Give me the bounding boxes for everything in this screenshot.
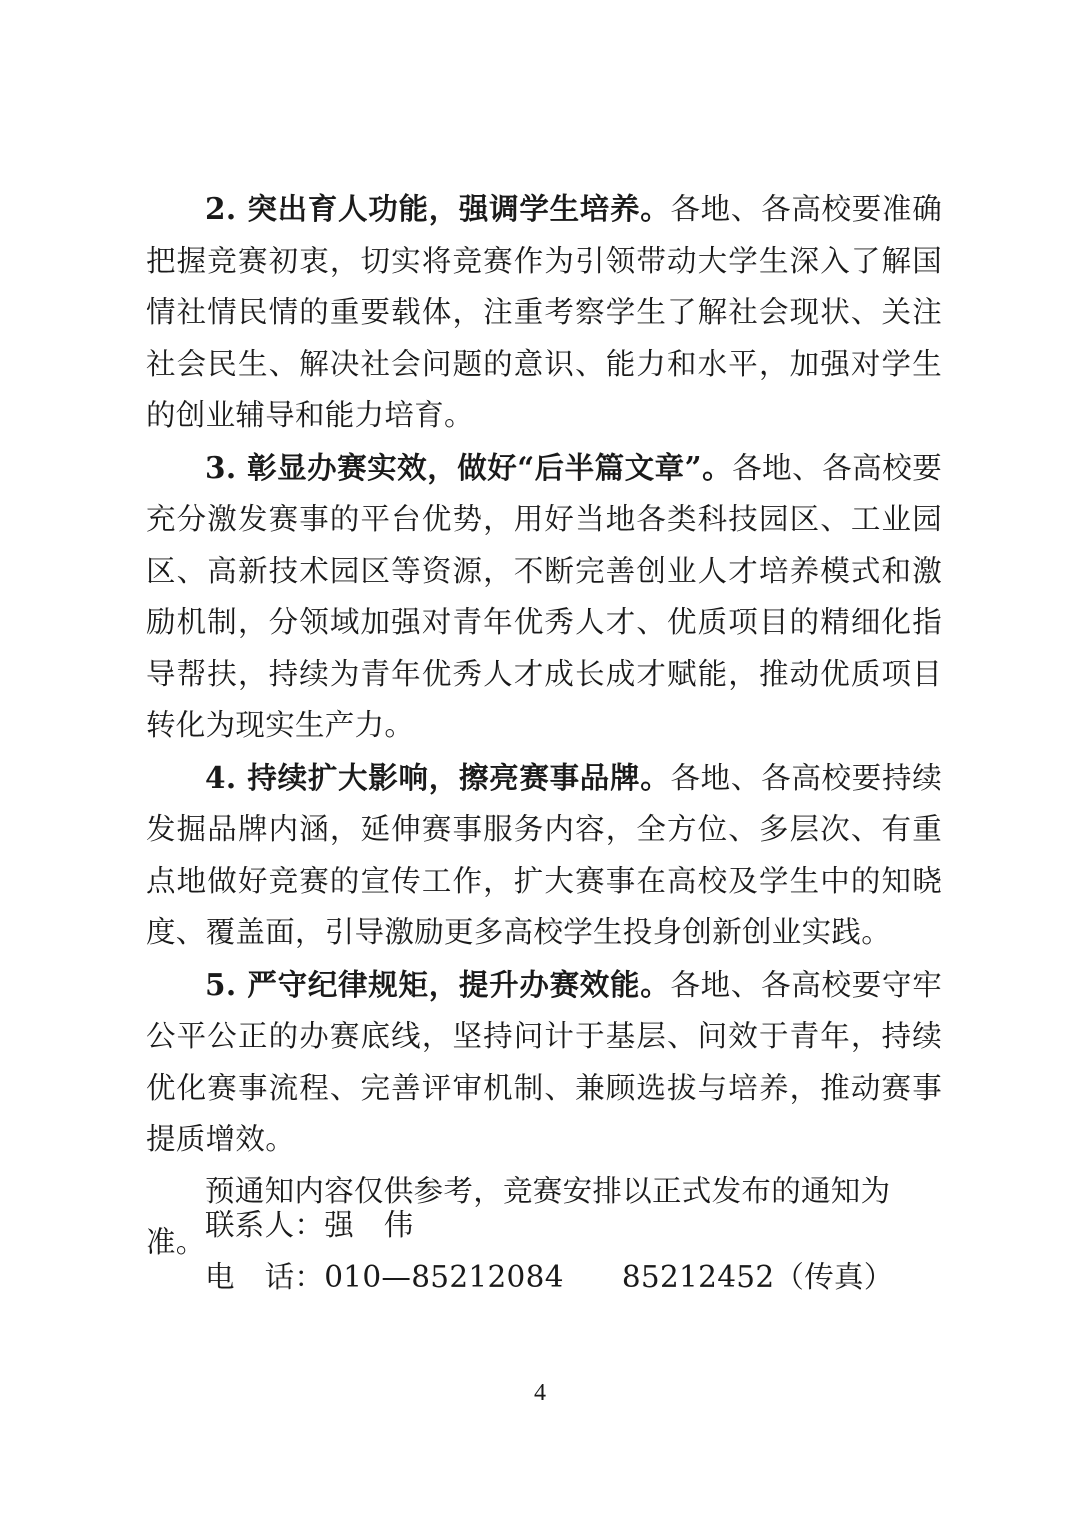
contact-phone-line <box>205 1252 894 1304</box>
paragraph-text: 各地、各高校要准确把握竞赛初衷，切实将竞赛作为引领带动大学生深入了解国情社情民情的重要载体，注重考察学生了解社会现状、关注社会民生、解决社会问题的意识、能力和水平，加强对学生的创业辅导和能力培育。 <box>146 192 943 432</box>
contact-block <box>205 1200 894 1303</box>
closing-note: 预通知内容仅供参考，竞赛安排以正式发布的通知为准。 <box>146 1173 891 1259</box>
contact-phone-label: 电 话： <box>205 1259 325 1294</box>
paragraph-4 <box>146 752 942 959</box>
paragraph-heading: 2. 突出育人功能，强调学生培养。 <box>205 191 671 226</box>
contact-person-line <box>205 1200 894 1252</box>
contact-fax-number: 85212452（传真） <box>621 1259 894 1294</box>
paragraph-text: 各地、各高校要守牢公平公正的办赛底线，坚持问计于基层、问效于青年，持续优化赛事流程、完善评审机制、兼顾选拔与培养，推动赛事提质增效。 <box>146 967 943 1156</box>
paragraph-heading: 3. 彰显办赛实效，做好“后半篇文章”。 <box>205 449 733 485</box>
paragraph-2 <box>146 183 942 442</box>
paragraph-heading: 4. 持续扩大影响，擦亮赛事品牌。 <box>205 759 671 795</box>
paragraph-5 <box>146 959 942 1166</box>
paragraph-text: 各地、各高校要充分激发赛事的平台优势，用好当地各类科技园区、工业园区、高新技术园区等资源，不断完善创业人才培养模式和激励机制，分领域加强对青年优秀人才、优质项目的精细化指导帮扶，持续为青年优秀人才成长成才赋能，推动优质项目转化为现实生产力。 <box>146 450 942 742</box>
paragraph-text: 各地、各高校要持续发掘品牌内涵，延伸赛事服务内容，全方位、多层次、有重点地做好竞赛的宣传工作，扩大赛事在高校及学生中的知晓度、覆盖面，引导激励更多高校学生投身创新创业实践。 <box>146 760 943 949</box>
document-body <box>146 183 942 1269</box>
paragraph-heading: 5. 严守纪律规矩，提升办赛效能。 <box>205 966 671 1002</box>
contact-person-label: 联系人： <box>205 1208 325 1242</box>
contact-person-name: 强 伟 <box>324 1208 414 1242</box>
contact-phone-number: 010—85212084 <box>324 1259 564 1294</box>
paragraph-3 <box>146 442 942 752</box>
page-number: 4 <box>534 1380 546 1406</box>
